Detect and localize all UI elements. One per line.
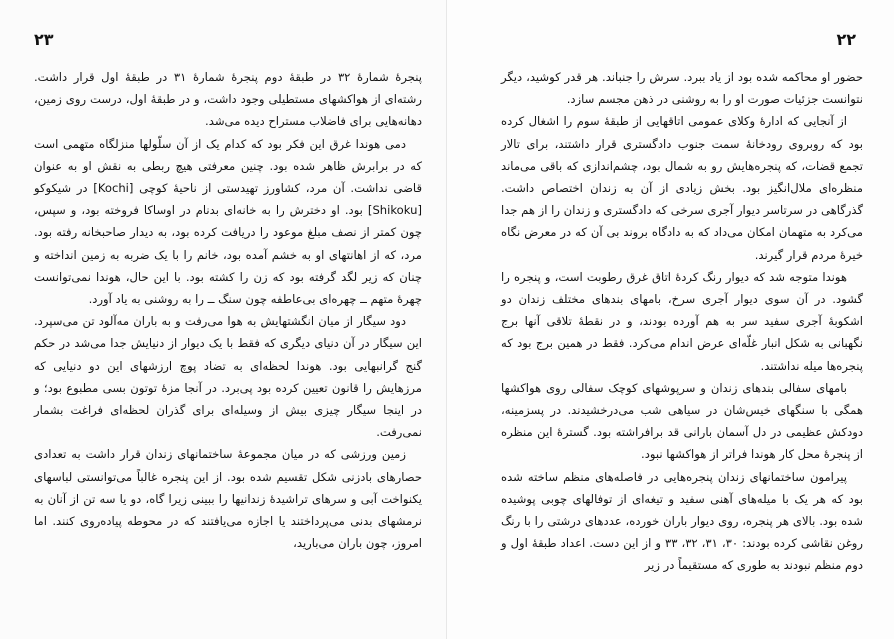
paragraph: بامهای سفالی بندهای زندان و سرپوشهای کوچک سفالی روی هواکشها همگی با سنگهای خیس‌شان در سیاهی شب می‌درخشیدند. در پسزمینه، دودکش عظیمی در دل آسمان بارانی قد برافراشته بود. گسترهٔ این منظره از پنجرهٔ محل کار هوندا فراتر از هواکشها نبود. <box>501 380 863 462</box>
paragraph: دمی هوندا غرق این فکر بود که کدام یک از آن سلّولها منزلگاه متهمی است که در برابرش ظاهر شده بود. چنین معرفتی هیچ ربطی به نقش او به عنوان قاضی نداشت. آن مرد، کشاورز تهیدستی از ناحیهٔ کوچی [Kochi] در شیکوکو [Shikoku] بود. او دخترش را به خانه‌ای بدنام در اوساکا فروخته بود، و سپس، چون کمتر از نصف مبلغ موعود را دریافت کرده بود، به دیدار صاحبخانه رفته بود. مرد، که از اهانتهای او به خشم آمده بود، خانم را با یک ضربه به زمین انداخته و چنان که زیر لگد گرفته بود که زن را کشته بود. با این حال، هوندا نمی‌توانست چهرهٔ متهم ــ چهره‌ای بی‌عاطفه چون سنگ ــ را به روشنی به یاد آورد. <box>34 136 422 307</box>
paragraph: پنجرهٔ شمارهٔ ۳۲ در طبقهٔ دوم پنجرهٔ شمارهٔ ۳۱ در طبقهٔ اول قرار داشت. رشته‌ای از هواکشهای مستطیلی وجود داشت، و در طبقهٔ اول، درست روی زمین، دهانه‌هایی برای فاضلاب مستراح دیده می‌شد. <box>34 70 422 129</box>
paragraph: هوندا متوجه شد که دیوار رنگ کردهٔ اتاق غرق رطوبت است، و پنجره را گشود. در آن سوی دیوار آجری سرخ، بامهای بندهای مختلف زندان دو اشکوبهٔ آجری سفید سر به هم آورده بودند، و در نقطهٔ تلاقی آنها برج نگهبانی به شکل انبار غلّه‌ای عرض اندام می‌کرد. فقط در همین برج بود که پنجره‌ها میله نداشتند. <box>501 269 863 373</box>
paragraph: دود سیگار از میان انگشتهایش به هوا می‌رفت و به باران مه‌آلود تن می‌سپرد. این سیگار در آن دنیای دیگری که فقط با یک دیوار از دنیایش جدا می‌شد در حکم گنج گرانبهایی بود. هوندا لحظه‌ای به تضاد پوچ ارزشهای این دو دنیایی که مرزهایش را قانون تعیین کرده بود پی‌برد. در آنجا مزهٔ توتون بسی مطبوع بود؛ و در اینجا سیگار چیزی بیش از وسیله‌ای برای گذران لحظه‌ای فراغت بشمار نمی‌رفت. <box>34 314 422 440</box>
paragraph: پیرامون ساختمانهای زندان پنجره‌هایی در فاصله‌های منظم ساخته شده بود که هر یک با میله‌های آهنی سفید و تیغه‌ای از توفالهای چوبی پوشیده شده بود. بالای هر پنجره، روی دیوار باران خورده، عددهای درشتی را با رنگ روغن نقاشی کرده بودند: ۳۰، ۳۱، ۳۲، ۳۳ و از این دست. اعداد طبقهٔ اول و دوم منظم نبودند به طوری که مستقیماً در زیر <box>501 469 863 573</box>
page-number: ۲۳ <box>34 30 54 49</box>
paragraph: زمین ورزشی که در میان مجموعهٔ ساختمانهای زندان قرار داشت به تعدادی حصارهای بادزنی شکل تقسیم شده بود. از این پنجره غالباً می‌توانستی لباسهای یکنواخت آبی و سرهای تراشیدهٔ زندانیها را ببینی زیرا گاه، دو یا سه تن از آنان به نرمشهای بدنی می‌پرداختند یا اجازه می‌یافتند که در محوطه پیاده‌روی کنند. اما امروز، چون باران می‌بارید، <box>34 447 422 551</box>
paragraph: از آنجایی که ادارهٔ وکلای عمومی اتاقهایی از طبقهٔ سوم را اشغال کرده بود که روبروی رودخانهٔ سمت جنوب دادگستری قرار داشتند، برای تالار تجمع قضات، که پنجره‌هایش رو به شمال بود، چشم‌اندازی که باقی می‌ماند منظره‌ای ملال‌انگیز بود. بخش زیادی از آن به زندان اختصاص داشت. گذرگاهی در سرتاسر دیوار آجری سرخی که دادگستری و زندان را از هم جدا می‌کرد به متهمان امکان می‌داد که به دادگاه بروند بی آن که در معرض نگاه خیرهٔ مردم قرار گیرند. <box>501 114 863 262</box>
right-page <box>447 0 894 639</box>
paragraph: حضور او محاکمه شده بود از یاد ببرد. سرش را جنباند. هر قدر کوشید، دیگر نتوانست جزئیات صورت او را به روشنی در ذهن مجسم سازد. <box>501 70 863 107</box>
page-body <box>501 66 863 577</box>
page-number: ۲۲ <box>836 30 856 49</box>
page-body <box>34 66 422 554</box>
